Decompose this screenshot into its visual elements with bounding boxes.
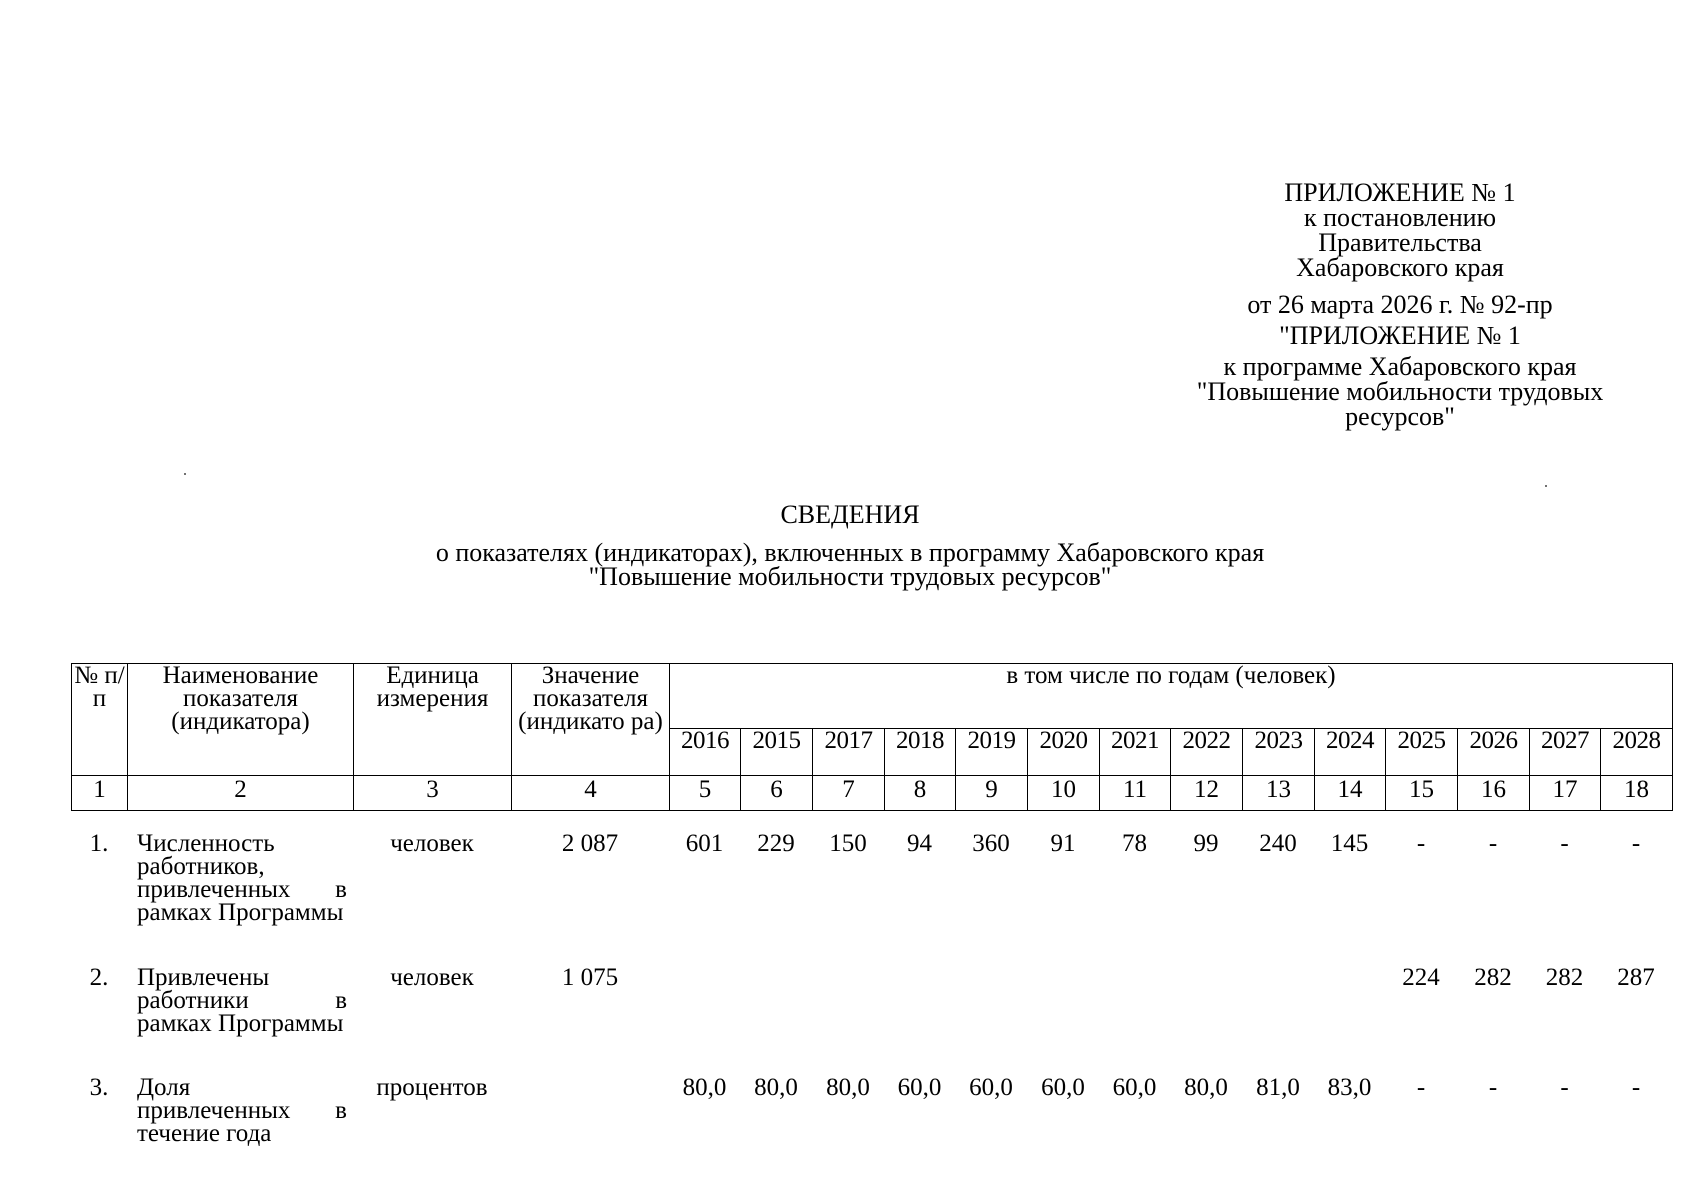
- year-value: 60,0: [969, 1074, 1013, 1101]
- year-value: 78: [1122, 830, 1147, 857]
- appendix-line: от 26 марта 2026 г. № 92-пр: [1247, 290, 1553, 319]
- year-value: 150: [829, 830, 867, 857]
- document-heading: [380, 500, 1320, 591]
- table-row: [71, 832, 1672, 966]
- year-value: [1242, 966, 1314, 1076]
- year-value: 282: [1545, 964, 1584, 991]
- indicators-table-header: [71, 663, 1673, 811]
- year-value: 60,0: [1112, 1074, 1157, 1101]
- header-year: 2026: [1458, 729, 1530, 776]
- indicator-name: Привлечены работники в рамках Программы: [137, 964, 347, 1037]
- year-value: -: [1560, 830, 1569, 857]
- year-value: [884, 966, 955, 1076]
- appendix-line: к постановлению: [1303, 203, 1497, 232]
- year-value: [1170, 966, 1242, 1076]
- year-value: [955, 966, 1027, 1076]
- header-no: № п/ п: [72, 664, 128, 776]
- year-value: 83,0: [1327, 1074, 1372, 1101]
- year-value: 99: [1193, 830, 1219, 857]
- indicator-name: Численность работников, привлеченных в рамках Программы: [137, 830, 347, 926]
- column-number: 13: [1243, 776, 1315, 811]
- header-unit: Единица измерения: [354, 664, 512, 776]
- unit-cell: человек: [390, 964, 474, 991]
- year-value: 81,0: [1256, 1074, 1300, 1101]
- header-year: 2015: [741, 729, 813, 776]
- year-value: -: [1560, 1074, 1569, 1101]
- header-value: Значение показателя (индикато ра): [512, 664, 670, 776]
- header-year: 2023: [1243, 729, 1315, 776]
- year-value: 80,0: [682, 1074, 727, 1101]
- table-row: [71, 966, 1672, 1076]
- appendix-line: ПРИЛОЖЕНИЕ № 1: [1284, 178, 1516, 207]
- header-year: 2024: [1315, 729, 1386, 776]
- scan-speck: [184, 473, 186, 475]
- column-number: 9: [956, 776, 1028, 811]
- scan-speck: [1545, 485, 1547, 487]
- year-value: 91: [1050, 830, 1076, 857]
- header-year: 2028: [1601, 729, 1673, 776]
- column-number: 8: [885, 776, 956, 811]
- year-value: -: [1488, 1074, 1498, 1101]
- header-years-group: в том числе по годам (человек): [670, 664, 1673, 729]
- year-value: 229: [757, 830, 795, 857]
- year-value: -: [1631, 1074, 1641, 1101]
- value-cell: [511, 1076, 669, 1166]
- year-value: 60,0: [1041, 1074, 1085, 1101]
- year-value: 224: [1402, 964, 1440, 991]
- year-value: 80,0: [826, 1074, 870, 1101]
- column-number: 11: [1100, 776, 1171, 811]
- year-value: [1099, 966, 1170, 1076]
- subtitle-line: о показателях (индикаторах), включенных в программу Хабаровского края: [435, 538, 1265, 567]
- appendix-line: к программе Хабаровского края: [1223, 352, 1577, 381]
- table-row: [71, 1076, 1672, 1166]
- header-year: 2022: [1171, 729, 1243, 776]
- year-value: 601: [685, 830, 724, 857]
- column-number: 6: [741, 776, 813, 811]
- column-number: 5: [670, 776, 741, 811]
- year-value: -: [1631, 830, 1641, 857]
- year-value: 60,0: [897, 1074, 942, 1101]
- value-cell: 2 087: [561, 830, 619, 857]
- column-number: 18: [1601, 776, 1673, 811]
- row-number: 2.: [89, 964, 109, 991]
- column-number: 17: [1530, 776, 1601, 811]
- year-value: 282: [1474, 964, 1512, 991]
- header-name: Наименование показателя (индикатора): [128, 664, 354, 776]
- year-value: [812, 966, 884, 1076]
- column-number: 10: [1028, 776, 1100, 811]
- indicators-table-body: [71, 832, 1672, 1166]
- column-number: 3: [354, 776, 512, 811]
- year-value: 80,0: [754, 1074, 798, 1101]
- year-value: [740, 966, 812, 1076]
- appendix-line: "Повышение мобильности трудовых: [1196, 377, 1604, 406]
- column-number: 12: [1171, 776, 1243, 811]
- column-number: 15: [1386, 776, 1458, 811]
- year-value: 80,0: [1184, 1074, 1228, 1101]
- header-year: 2016: [670, 729, 741, 776]
- year-value: [1027, 966, 1099, 1076]
- appendix-line: Правительства: [1318, 228, 1482, 257]
- column-number: 16: [1458, 776, 1530, 811]
- appendix-line: Хабаровского края: [1296, 253, 1504, 282]
- header-year: 2027: [1530, 729, 1601, 776]
- indicator-name: Доля привлеченных в течение года: [137, 1074, 347, 1147]
- header-year: 2020: [1028, 729, 1100, 776]
- header-year: 2025: [1386, 729, 1458, 776]
- appendix-block: [1170, 180, 1630, 429]
- column-number: 7: [813, 776, 885, 811]
- year-value: 145: [1330, 830, 1369, 857]
- value-cell: 1 075: [561, 964, 619, 991]
- page-title: СВЕДЕНИЯ: [780, 500, 920, 529]
- unit-cell: человек: [390, 830, 474, 857]
- header-year: 2021: [1100, 729, 1171, 776]
- column-number: 2: [128, 776, 354, 811]
- year-value: -: [1416, 1074, 1426, 1101]
- appendix-line: ресурсов": [1345, 402, 1455, 431]
- year-value: 94: [907, 830, 932, 857]
- header-year: 2019: [956, 729, 1028, 776]
- subtitle-line: "Повышение мобильности трудовых ресурсов": [588, 562, 1112, 591]
- header-year: 2017: [813, 729, 885, 776]
- column-number: 1: [72, 776, 128, 811]
- column-number: 14: [1315, 776, 1386, 811]
- column-number: 4: [512, 776, 670, 811]
- appendix-line: "ПРИЛОЖЕНИЕ № 1: [1279, 321, 1521, 350]
- year-value: 287: [1617, 964, 1655, 991]
- row-number: 1.: [89, 830, 109, 857]
- year-value: 360: [972, 830, 1010, 857]
- year-value: 240: [1259, 830, 1297, 857]
- year-value: [669, 966, 740, 1076]
- year-value: -: [1416, 830, 1426, 857]
- header-year: 2018: [885, 729, 956, 776]
- row-number: 3.: [89, 1074, 109, 1101]
- year-value: -: [1488, 830, 1498, 857]
- year-value: [1314, 966, 1385, 1076]
- unit-cell: процентов: [376, 1074, 488, 1101]
